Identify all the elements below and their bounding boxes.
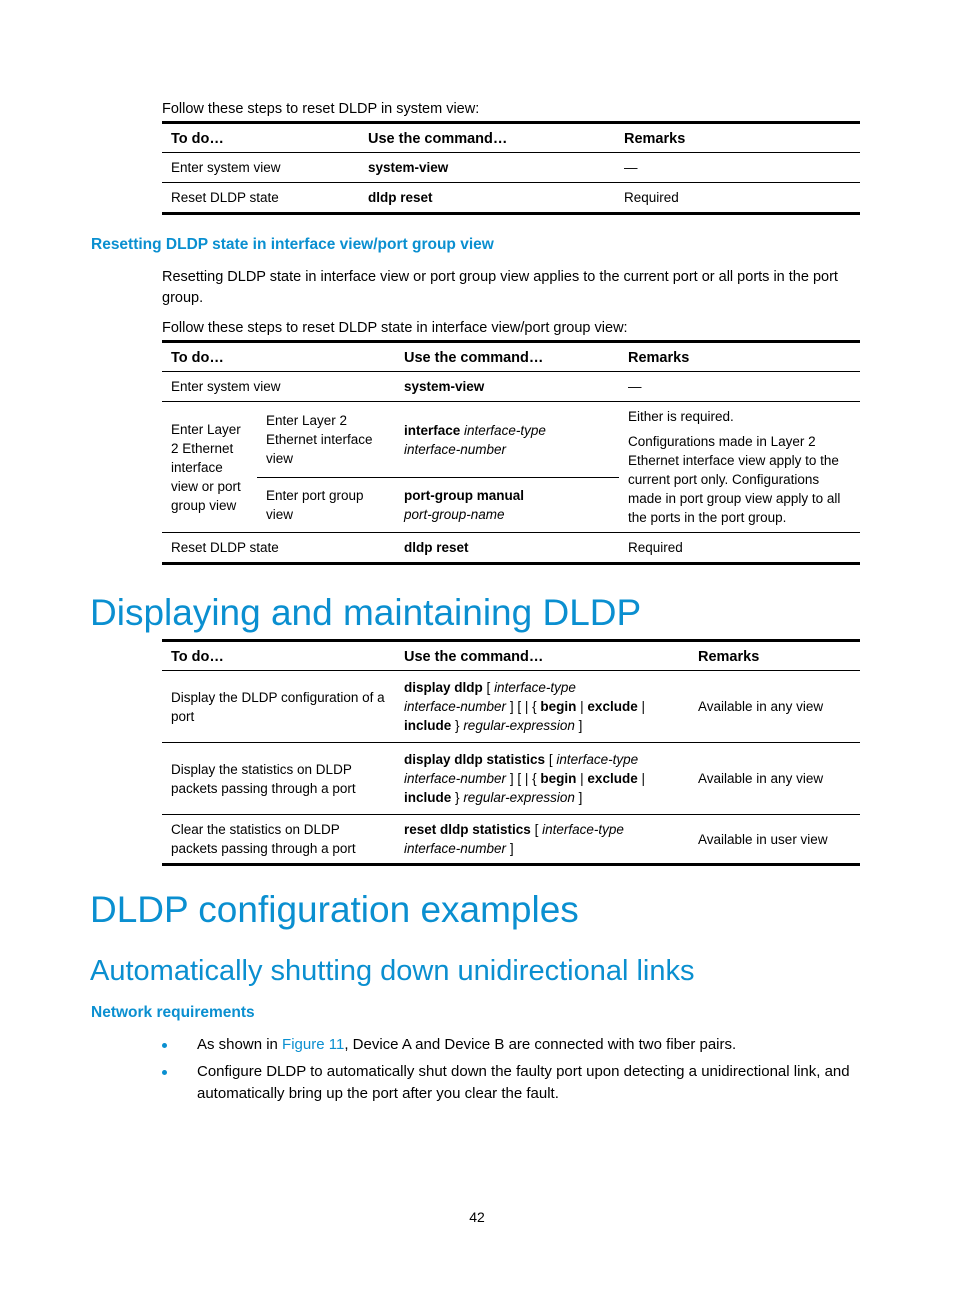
cell-todo: Enter system view	[162, 153, 359, 183]
interface-view-paragraph: Resetting DLDP state in interface view or port group view applies to the current port or all ports in the port group.	[162, 269, 838, 306]
table-header-row	[162, 641, 860, 671]
cell-remarks: Available in any view	[689, 743, 860, 815]
cmd-keyword: begin	[540, 699, 577, 714]
table-row	[162, 153, 860, 183]
cell-remarks: —	[615, 153, 860, 183]
table-row	[162, 815, 860, 865]
cell-remarks: Available in any view	[689, 671, 860, 743]
cmd-arg: interface-type	[542, 822, 624, 837]
cell-remarks: Available in user view	[689, 815, 860, 865]
bullet-text: , Device A and Device B are connected with two fiber pairs.	[344, 1036, 737, 1053]
figure-link[interactable]: Figure 11	[282, 1036, 345, 1053]
heading-config-examples: DLDP configuration examples	[90, 889, 579, 930]
cell-command: system-view	[395, 372, 619, 402]
remark-configurations: Configurations made in Layer 2 Ethernet interface view apply to the current port only. Configurations made in port group view apply to all the ports in the port group.	[628, 434, 841, 525]
header-todo: To do…	[162, 641, 395, 671]
cmd-keyword: interface	[404, 422, 461, 438]
cmd-keyword: exclude	[587, 771, 638, 786]
cmd-keyword: include	[404, 718, 452, 733]
heading-auto-shutdown: Automatically shutting down unidirectional links	[90, 955, 695, 987]
bullet-text: As shown in	[197, 1036, 283, 1053]
cmd-arg: port-group-name	[404, 507, 505, 523]
requirements-list	[162, 1034, 867, 1110]
cell-todo: Enter system view	[162, 372, 395, 402]
cmd-keyword: display dldp	[404, 680, 483, 695]
table-row	[162, 183, 860, 214]
cmd-keyword: port-group manual	[404, 488, 524, 504]
table-row	[162, 372, 860, 402]
header-command: Use the command…	[359, 123, 615, 153]
intro-interface-view: Follow these steps to reset DLDP state in interface view/port group view:	[162, 320, 628, 336]
header-remarks: Remarks	[615, 123, 860, 153]
cmd-keyword: include	[404, 790, 452, 805]
cmd-arg: interface-number	[404, 699, 507, 714]
table-row	[162, 671, 860, 743]
header-todo: To do…	[162, 342, 395, 372]
cmd-bracket: }	[455, 718, 460, 733]
reset-interface-view-table	[162, 340, 860, 565]
display-maintain-table	[162, 639, 860, 866]
cmd-bracket: ] [ | {	[509, 771, 537, 786]
heading-network-requirements: Network requirements	[91, 1004, 255, 1021]
cell-todo: Reset DLDP state	[162, 183, 359, 214]
cell-todo: Display the statistics on DLDP packets passing through a port	[162, 743, 395, 815]
cmd-bracket: ] [ | {	[509, 699, 537, 714]
cmd-arg: interface-number	[404, 841, 507, 856]
cell-todo: Clear the statistics on DLDP packets passing through a port	[162, 815, 395, 865]
cmd-arg: interface-number	[404, 771, 507, 786]
cell-remarks: Required	[619, 533, 860, 564]
cmd-arg: interface-number	[404, 441, 507, 457]
cmd-pipe: |	[641, 771, 645, 786]
cmd-arg: regular-expression	[463, 790, 575, 805]
cell-command	[395, 402, 619, 478]
list-item	[162, 1034, 867, 1056]
cmd-bracket: }	[455, 790, 460, 805]
cell-remarks: —	[619, 372, 860, 402]
cmd-bracket: ]	[578, 718, 583, 733]
cmd-bracket: [	[534, 822, 539, 837]
header-command: Use the command…	[395, 342, 619, 372]
cell-command	[395, 671, 689, 743]
heading-displaying-maintaining: Displaying and maintaining DLDP	[90, 592, 642, 633]
cell-remarks: Required	[615, 183, 860, 214]
cmd-keyword: exclude	[587, 699, 638, 714]
header-remarks: Remarks	[619, 342, 860, 372]
intro-system-view: Follow these steps to reset DLDP in system view:	[162, 101, 480, 117]
cell-command	[395, 815, 689, 865]
cmd-arg: regular-expression	[463, 718, 575, 733]
list-item	[162, 1061, 867, 1105]
table-header-row	[162, 123, 860, 153]
cell-todo: Display the DLDP configuration of a port	[162, 671, 395, 743]
cmd-arg: interface-type	[556, 752, 639, 767]
bullet-icon	[162, 1070, 167, 1075]
cell-todo: Reset DLDP state	[162, 533, 395, 564]
cell-group-label: Enter Layer 2 Ethernet interface view or port group view	[162, 402, 257, 533]
cmd-keyword: reset dldp statistics	[404, 822, 531, 837]
cell-subtodo: Enter port group view	[257, 478, 395, 533]
cmd-bracket: [	[548, 752, 553, 767]
cmd-keyword: display dldp statistics	[404, 752, 546, 767]
cell-command: dldp reset	[395, 533, 619, 564]
bullet-text: Configure DLDP to automatically shut down the faulty port upon detecting a unidirectional link, and automatically bring up the port after you clear the fault.	[197, 1063, 850, 1102]
header-remarks: Remarks	[689, 641, 860, 671]
cmd-keyword: begin	[540, 771, 577, 786]
cmd-pipe: |	[580, 771, 584, 786]
bullet-icon	[162, 1043, 167, 1048]
cell-remarks	[619, 402, 860, 533]
cmd-arg: interface-type	[494, 680, 576, 695]
cell-command	[395, 478, 619, 533]
cell-command	[395, 743, 689, 815]
remark-either-required: Either is required.	[628, 409, 734, 424]
cmd-bracket: ]	[578, 790, 583, 805]
cell-command: dldp reset	[359, 183, 615, 214]
table-row	[162, 743, 860, 815]
header-todo: To do…	[162, 123, 359, 153]
table-row	[162, 402, 860, 478]
section-heading-interface-view: Resetting DLDP state in interface view/port group view	[91, 236, 494, 253]
page-number: 42	[469, 1209, 485, 1225]
table-row	[162, 533, 860, 564]
cmd-bracket: ]	[509, 841, 514, 856]
header-command: Use the command…	[395, 641, 689, 671]
cmd-pipe: |	[641, 699, 645, 714]
cell-subtodo: Enter Layer 2 Ethernet interface view	[257, 402, 395, 478]
table-header-row	[162, 342, 860, 372]
cmd-bracket: [	[486, 680, 491, 695]
cmd-pipe: |	[580, 699, 584, 714]
cell-command: system-view	[359, 153, 615, 183]
reset-system-view-table	[162, 121, 860, 215]
cmd-arg: interface-type	[464, 422, 546, 438]
